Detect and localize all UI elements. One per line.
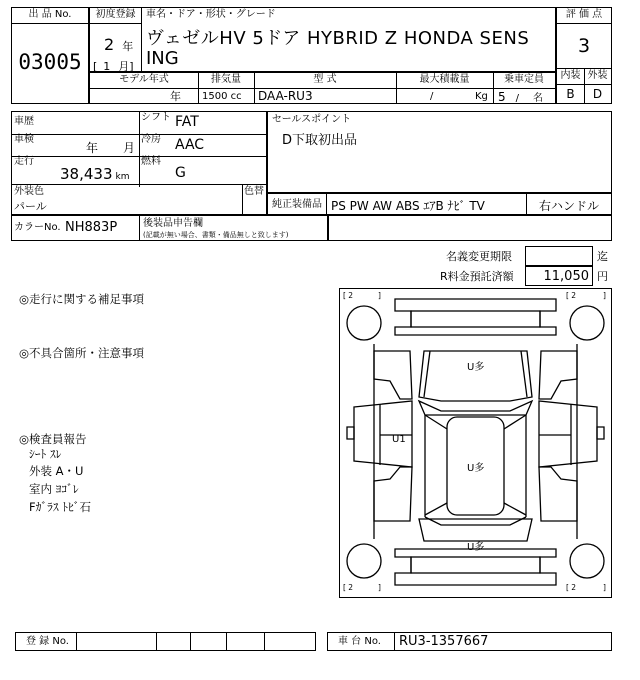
inspector-label: ◎検査員報告	[19, 432, 87, 446]
score-box	[556, 7, 612, 104]
model-year-unit: 年	[170, 90, 181, 103]
right-side-panel	[539, 401, 597, 467]
defect-notes-label: ◎不具合箇所・注意事項	[19, 346, 145, 360]
car-name-label: 車名・ドア・形状・グレード	[146, 9, 276, 20]
ext-color-value: パール	[14, 200, 47, 213]
max-load-slash: /	[430, 91, 434, 102]
tire-icon	[570, 544, 604, 578]
equipment-value: PS PW AW ABS ｴｱB ﾅﾋﾞ TV	[331, 199, 485, 213]
sales-point-label: セールスポイント	[272, 114, 352, 125]
lot-number-box	[11, 7, 89, 104]
interior-label: 内装	[560, 70, 581, 81]
sales-point-value: D下取初出品	[282, 133, 358, 148]
right-front-fender	[539, 351, 577, 399]
score-value: 3	[577, 35, 591, 57]
displacement-label: 排気量	[211, 74, 241, 85]
recycle-value: 11,050	[543, 269, 589, 284]
windshield-shape	[419, 401, 532, 415]
name-change-label: 名義変更期限	[446, 250, 512, 263]
first-reg-label: 初度登録	[95, 9, 136, 20]
lot-number: 03005	[18, 50, 82, 74]
recycle-box	[525, 266, 593, 286]
exterior-label: 外装	[587, 70, 608, 81]
damage-mark-left-door: U1	[392, 434, 406, 445]
capacity-label: 乗車定員	[504, 74, 544, 85]
repaint-label: 色替	[244, 186, 264, 197]
fuel-label: 燃料	[141, 156, 161, 167]
model-year-label: モデル年式	[119, 74, 169, 85]
inspector-line: 外装 A・U	[29, 464, 84, 478]
type-label: 型 式	[313, 74, 337, 85]
inspection-label: 車検	[14, 134, 34, 145]
steering-value: 右ハンドル	[538, 199, 599, 213]
inspector-line: ｼｰﾄ ｽﾚ	[29, 447, 62, 461]
ac-value: AAC	[175, 137, 205, 153]
aftermarket-label: 後装品申告欄	[143, 218, 203, 229]
max-load-unit: Kg	[475, 91, 488, 102]
first-reg-year: 2 年	[104, 35, 134, 54]
capacity-value: 5 / 名	[498, 90, 544, 104]
tire-label: [ 2	[343, 583, 354, 592]
car-name-line1: ヴェゼルHV 5ドア HYBRID Z HONDA SENS	[146, 28, 530, 49]
interior-grade: B	[566, 87, 575, 101]
car-diagram	[339, 288, 612, 598]
inspector-line: Fｶﾞﾗｽ ﾄﾋﾞ石	[29, 500, 92, 514]
header-band	[89, 7, 556, 72]
color-no-label: カラーNo.	[14, 222, 61, 233]
displacement-value: 1500 cc	[202, 91, 242, 102]
inspection-year-unit: 年	[86, 141, 99, 155]
ext-color-label: 外装色	[14, 186, 44, 197]
registration-label: 登 録 No.	[26, 636, 69, 647]
equipment-row	[267, 193, 612, 215]
max-load-label: 最大積載量	[419, 74, 470, 85]
exterior-grade: D	[592, 87, 603, 101]
chassis-number: RU3-1357667	[399, 634, 489, 649]
name-change-box	[525, 246, 593, 266]
shift-label: シフト	[141, 112, 171, 123]
mileage-value: 38,433 km	[60, 165, 130, 183]
tire-label: ]	[603, 291, 606, 300]
type-value: DAA-RU3	[258, 89, 313, 103]
shift-value: FAT	[175, 114, 199, 130]
history-label: 車歴	[14, 116, 34, 127]
mileage-label: 走行	[14, 156, 34, 167]
chassis-row	[327, 632, 612, 651]
chassis-label: 車 台 No.	[338, 636, 381, 647]
spec-row	[89, 72, 556, 104]
damage-mark-roof: U多	[467, 463, 485, 474]
score-label: 評 価 点	[565, 9, 603, 20]
equipment-label: 純正装備品	[272, 199, 322, 210]
tire-label: ]	[378, 583, 381, 592]
damage-mark-rear: U多	[467, 542, 485, 553]
tire-icon	[347, 544, 381, 578]
aftermarket-value-box	[328, 215, 612, 241]
recycle-label: R料金預託済額	[440, 270, 514, 283]
inspector-line: 室内 ﾖｺﾞﾚ	[29, 482, 79, 496]
car-name-line2: ING	[146, 48, 179, 69]
fuel-value: G	[175, 165, 186, 181]
tire-label: ]	[603, 583, 606, 592]
registration-row	[15, 632, 316, 651]
details-left	[11, 111, 267, 215]
first-reg-month: [ 1 月]	[93, 60, 134, 73]
front-bumper-shape	[395, 299, 556, 335]
driving-notes-label: ◎走行に関する補足事項	[19, 292, 145, 306]
car-diagram-svg	[340, 289, 611, 597]
recycle-unit: 円	[597, 270, 608, 283]
ac-label: 冷房	[141, 134, 161, 145]
rear-bumper-shape	[395, 549, 556, 585]
color-row	[11, 215, 328, 241]
color-no-value: NH883P	[65, 220, 118, 235]
lot-number-label: 出 品 No.	[28, 9, 72, 20]
tire-label: [ 2	[566, 583, 577, 592]
left-rear-fender	[374, 467, 412, 521]
damage-mark-hood: U多	[467, 362, 485, 373]
hood-shape	[419, 351, 532, 401]
left-front-fender	[374, 351, 412, 399]
tire-icon	[347, 306, 381, 340]
tire-label: ]	[378, 291, 381, 300]
inspection-month-unit: 月	[123, 141, 136, 155]
tire-label: [ 2	[343, 291, 354, 300]
right-rear-fender	[539, 467, 577, 521]
name-change-unit: 迄	[597, 250, 608, 263]
tire-icon	[570, 306, 604, 340]
tire-label: [ 2	[566, 291, 577, 300]
aftermarket-note: (記載が無い場合、書類・備品無しと致します)	[143, 231, 289, 239]
sales-point-box	[267, 111, 612, 193]
